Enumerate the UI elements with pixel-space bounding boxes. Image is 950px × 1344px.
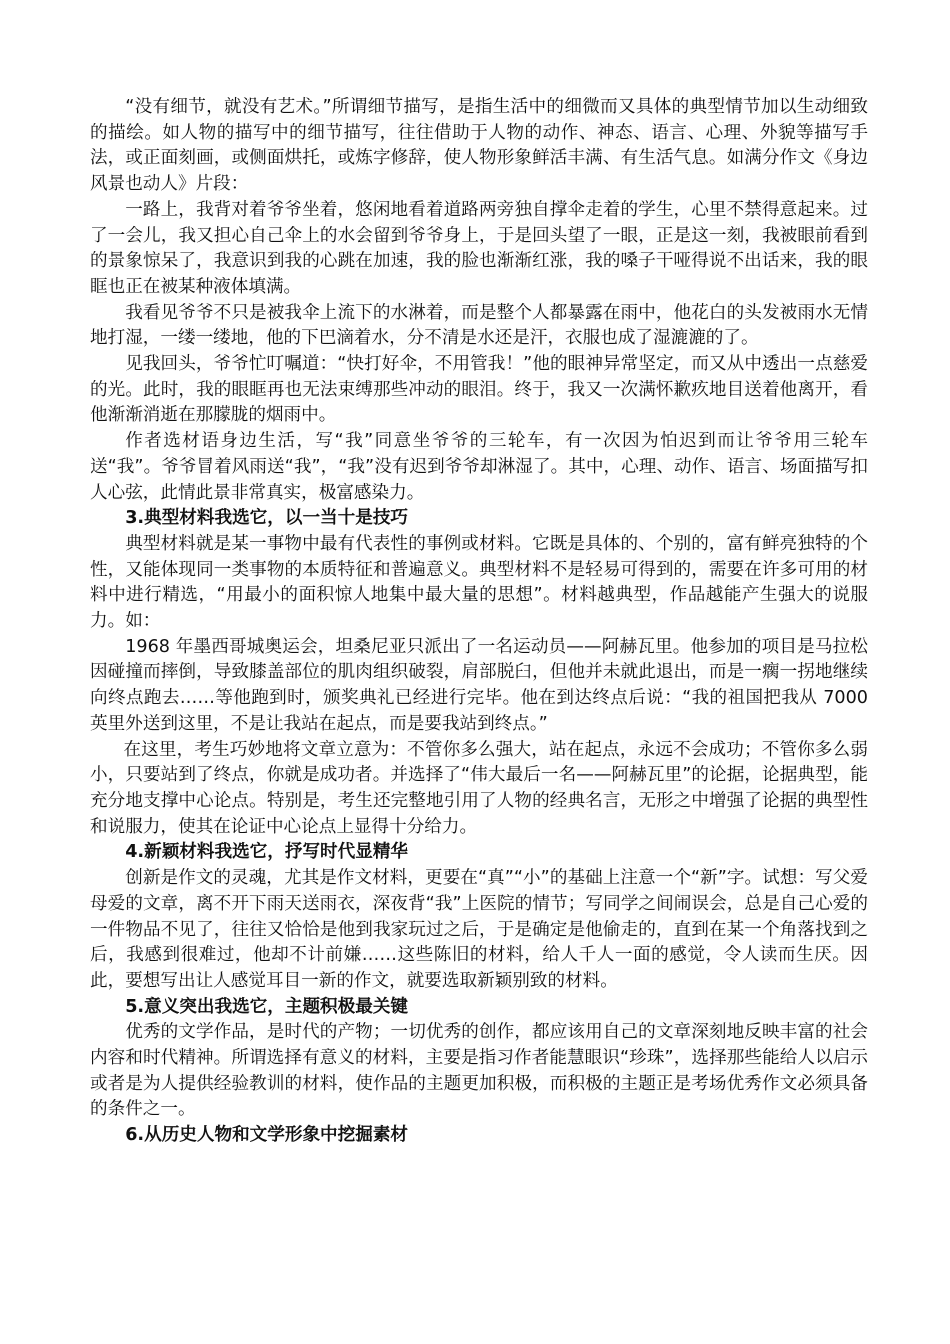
section-heading-4: 4.新颖材料我选它，抒写时代显精华 [125, 842, 409, 863]
paragraph-typical-material: 典型材料就是某一事物中最有代表性的事例或材料。它既是具体的、个别的，富有鲜亮独特的个性，又能体现同一类事物的本质特征和普遍意义。典型材料不是轻易可得到的，需要在许多可用的材料中进行精选，“用最小的面积惊人地集中最大量的思想”。材料越典型，作品越能产生强大的说服力。如： [90, 533, 868, 632]
paragraph-olympics-example: 1968 年墨西哥城奥运会，坦桑尼亚只派出了一名运动员——阿赫瓦里。他参加的项目是马拉松因碰撞而摔倒，导致膝盖部位的肌肉组织破裂，肩部脱臼，但他并未就此退出，而是一瘸一拐地继续向终点跑去……等他跑到时，颁奖典礼已经进行完毕。他在到达终点后说：“我的祖国把我从 7000 英里外送到这里，不是让我站在起点，而是要我站到终点。” [90, 636, 868, 734]
document-body [90, 95, 868, 1149]
section-heading-5: 5.意义突出我选它，主题积极最关键 [125, 996, 409, 1017]
paragraph-novel-material: 创新是作文的灵魂，尤其是作文材料，更要在“真”“小”的基础上注意一个“新”字。试想：写父爱母爱的文章，离不开下雨天送雨衣，深夜背“我”上医院的情节；写同学之间闹误会，总是自己心爱的一件物品不见了，往往又恰恰是他到我家玩过之后，于是确定是他偷走的，直到在某一个角落找到之后，我感到很难过，他却不计前嫌……这些陈旧的材料，给人千人一面的感觉，令人读而生厌。因此，要想写出让人感觉耳目一新的作文，就要选取新颖别致的材料。 [90, 868, 868, 991]
section-heading-6: 6.从历史人物和文学形象中挖掘素材 [125, 1125, 409, 1146]
paragraph-excerpt-1: 一路上，我背对着爷爷坐着，悠闲地看着道路两旁独自撑伞走着的学生，心里不禁得意起来。过了一会儿，我又担心自己伞上的水会留到爷爷身上，于是回头望了一眼，正是这一刻，我被眼前看到的景象惊呆了，我意识到我的心跳在加速，我的脸也渐渐红涨，我的嗓子干哑得说不出话来，我的眼眶也正在被某种液体填满。 [90, 199, 868, 297]
paragraph-olympics-analysis: 在这里，考生巧妙地将文章立意为：不管你多么强大，站在起点，永远不会成功；不管你多么弱小，只要站到了终点，你就是成功者。并选择了“伟大最后一名——阿赫瓦里”的论据，论据典型，能充分地支撑中心论点。特别是，考生还完整地引用了人物的经典名言，无形之中增强了论据的典型性和说服力，使其在论证中心论点上显得十分给力。 [90, 739, 868, 837]
paragraph-detail-intro: “没有细节，就没有艺术。”所谓细节描写，是指生活中的细微而又具体的典型情节加以生动细致的描绘。如人物的描写中的细节描写，往往借助于人物的动作、神态、语言、心理、外貌等描写手法，或正面刻画，或侧面烘托，或炼字修辞，使人物形象鲜活丰满、有生活气息。如满分作文《身边风景也动人》片段： [90, 97, 868, 195]
paragraph-excerpt-2: 我看见爷爷不只是被我伞上流下的水淋着，而是整个人都暴露在雨中，他花白的头发被雨水无情地打湿，一缕一缕地，他的下巴滴着水，分不清是水还是汗，衣服也成了湿漉漉的了。 [90, 302, 868, 349]
paragraph-meaningful-material: 优秀的文学作品，是时代的产物；一切优秀的创作，都应该用自己的文章深刻地反映丰富的社会内容和时代精神。所谓选择有意义的材料，主要是指习作者能慧眼识“珍珠”，选择那些能给人以启示或者是为人提供经验教训的材料，使作品的主题更加积极，而积极的主题正是考场优秀作文必须具备的条件之一。 [90, 1022, 868, 1120]
section-heading-3: 3.典型材料我选它，以一当十是技巧 [125, 508, 409, 529]
paragraph-excerpt-3: 见我回头，爷爷忙叮嘱道：“快打好伞，不用管我！”他的眼神异常坚定，而又从中透出一点慈爱的光。此时，我的眼眶再也无法束缚那些冲动的眼泪。终于，我又一次满怀歉疚地目送着他离开，看他渐渐消逝在那朦胧的烟雨中。 [90, 354, 868, 426]
paragraph-commentary: 作者选材语身边生活，写“我”同意坐爷爷的三轮车，有一次因为怕迟到而让爷爷用三轮车送“我”。爷爷冒着风雨送“我”，“我”没有迟到爷爷却淋湿了。其中，心理、动作、语言、场面描写扣人心弦，此情此景非常真实，极富感染力。 [90, 431, 868, 503]
